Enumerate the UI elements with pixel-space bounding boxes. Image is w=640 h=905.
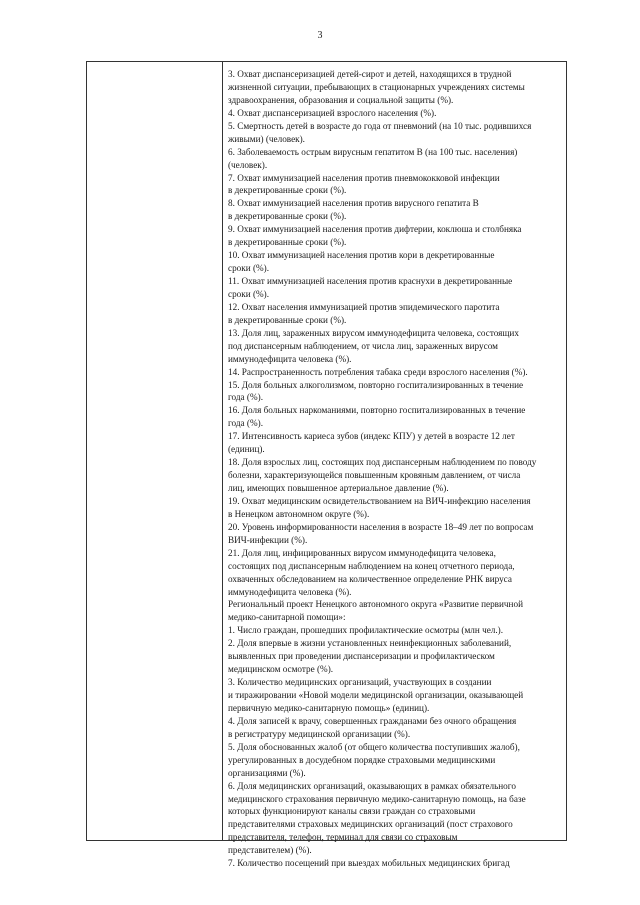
text-line: 13. Доля лиц, зараженных вирусом иммунодефицита человека, состоящих [228, 327, 519, 338]
text-line: 8. Охват иммунизацией населения против вирусного гепатита В [228, 198, 479, 209]
text-line: 4. Охват диспансеризацией взрослого населения (%). [228, 107, 437, 118]
text-line: в Ненецком автономном округе (%). [228, 508, 370, 519]
text-line: болезни, характеризующейся повышенным кровяным давлением, от числа [228, 470, 521, 481]
text-line: здравоохранения, образования и социальной защиты (%). [228, 94, 454, 105]
text-line: 3. Количество медицинских организаций, участвующих в создании [228, 677, 492, 688]
indicators-cell [228, 68, 560, 870]
text-line: года (%). [228, 392, 263, 403]
text-line: 4. Доля записей к врачу, совершенных гражданами без очного обращения [228, 715, 517, 726]
text-line: живыми) (человек). [228, 133, 305, 144]
text-line: первичную медико-санитарную помощь» (единиц). [228, 702, 430, 713]
text-line: медицинского страхования первичную медико-санитарную помощь, на базе [228, 793, 526, 804]
text-line: представителя, телефон, терминал для связи со страховым [228, 832, 458, 843]
text-line: иммунодефицита человека (%). [228, 353, 352, 364]
text-line: 11. Охват иммунизацией населения против краснухи в декретированные [228, 276, 513, 286]
text-line: жизненной ситуации, пребывающих в стационарных учреждениях системы [228, 81, 525, 92]
text-line: 7. Количество посещений при выездах мобильных медицинских бригад [228, 858, 510, 869]
text-line: 21. Доля лиц, инфицированных вирусом иммунодефицита человека, [228, 547, 496, 558]
text-line: 2. Доля впервые в жизни установленных неинфекционных заболеваний, [228, 638, 512, 649]
text-line: и тиражировании «Новой модели медицинской организации, оказывающей [228, 690, 524, 700]
text-line: 3. Охват диспансеризацией детей-сирот и детей, находящихся в трудной [228, 69, 512, 79]
text-line: 5. Доля обоснованных жалоб (от общего количества поступивших жалоб), [228, 741, 520, 752]
text-line: медицинском осмотре (%). [228, 664, 334, 675]
column-divider [222, 62, 223, 840]
text-line: 6. Доля медицинских организаций, оказывающих в рамках обязательного [228, 780, 516, 791]
text-line: сроки (%). [228, 263, 270, 274]
text-line: 15. Доля больных алкоголизмом, повторно госпитализированных в течение [228, 379, 524, 390]
text-line: 18. Доля взрослых лиц, состоящих под диспансерным наблюдением по поводу [228, 457, 537, 468]
document-table [86, 61, 567, 869]
text-line: 7. Охват иммунизацией населения против пневмококковой инфекции [228, 172, 500, 183]
text-line: представителем) (%). [228, 845, 312, 856]
text-line: (единиц). [228, 444, 265, 455]
text-line: сроки (%). [228, 288, 270, 299]
text-line: иммунодефицита человека (%). [228, 586, 352, 597]
text-line: 16. Доля больных наркоманиями, повторно госпитализированных в течение [228, 405, 526, 416]
text-line: в декретированные сроки (%). [228, 185, 347, 196]
text-line: 14. Распространенность потребления табака среди взрослого населения (%). [228, 366, 528, 377]
text-line: 5. Смертность детей в возрасте до года от пневмоний (на 10 тыс. родившихся [228, 120, 532, 131]
text-line: ВИЧ-инфекции (%). [228, 534, 308, 545]
text-line: организациями (%). [228, 767, 306, 778]
text-line: в регистратуру медицинской организации (%). [228, 728, 411, 739]
text-line: в декретированные сроки (%). [228, 211, 347, 222]
text-line: медико-санитарной помощи»: [228, 612, 346, 623]
text-line: под диспансерным наблюдением, от числа лиц, зараженных вирусом [228, 340, 498, 351]
text-line: 10. Охват иммунизацией населения против кори в декретированные [228, 250, 495, 261]
text-line: лиц, имеющих повышенное артериальное давление (%). [228, 483, 449, 493]
text-line: охваченных обследованием на количественное определение РНК вируса [228, 573, 512, 584]
text-line: 19. Охват медицинским освидетельствованием на ВИЧ-инфекцию населения [228, 495, 531, 506]
text-line: 1. Число граждан, прошедших профилактические осмотры (млн чел.). [228, 625, 504, 636]
text-line: в декретированные сроки (%). [228, 314, 347, 325]
text-line: (человек). [228, 159, 268, 170]
text-line: Региональный проект Ненецкого автономного округа «Развитие первичной [228, 599, 523, 610]
text-line: 12. Охват населения иммунизацией против эпидемического паротита [228, 301, 500, 312]
text-line: урегулированных в досудебном порядке страховыми медицинскими [228, 754, 496, 765]
text-line: года (%). [228, 418, 263, 429]
page-number: 3 [317, 30, 323, 41]
text-line: 20. Уровень информированности населения в возрасте 18–49 лет по вопросам [228, 521, 534, 532]
text-line: состоящих под диспансерным наблюдением на конец отчетного периода, [228, 560, 515, 571]
text-line: 9. Охват иммунизацией населения против дифтерии, коклюша и столбняка [228, 224, 522, 235]
text-line: представителями страховых медицинских организаций (пост страхового [228, 819, 513, 830]
text-line: 17. Интенсивность кариеса зубов (индекс КПУ) у детей в возрасте 12 лет [228, 431, 515, 442]
text-line: которых функционируют каналы связи граждан со страховыми [228, 806, 476, 817]
text-line: в декретированные сроки (%). [228, 237, 347, 248]
text-line: 6. Заболеваемость острым вирусным гепатитом В (на 100 тыс. населения) [228, 146, 518, 157]
text-line: выявленных при проведении диспансеризации и профилактическом [228, 651, 495, 662]
